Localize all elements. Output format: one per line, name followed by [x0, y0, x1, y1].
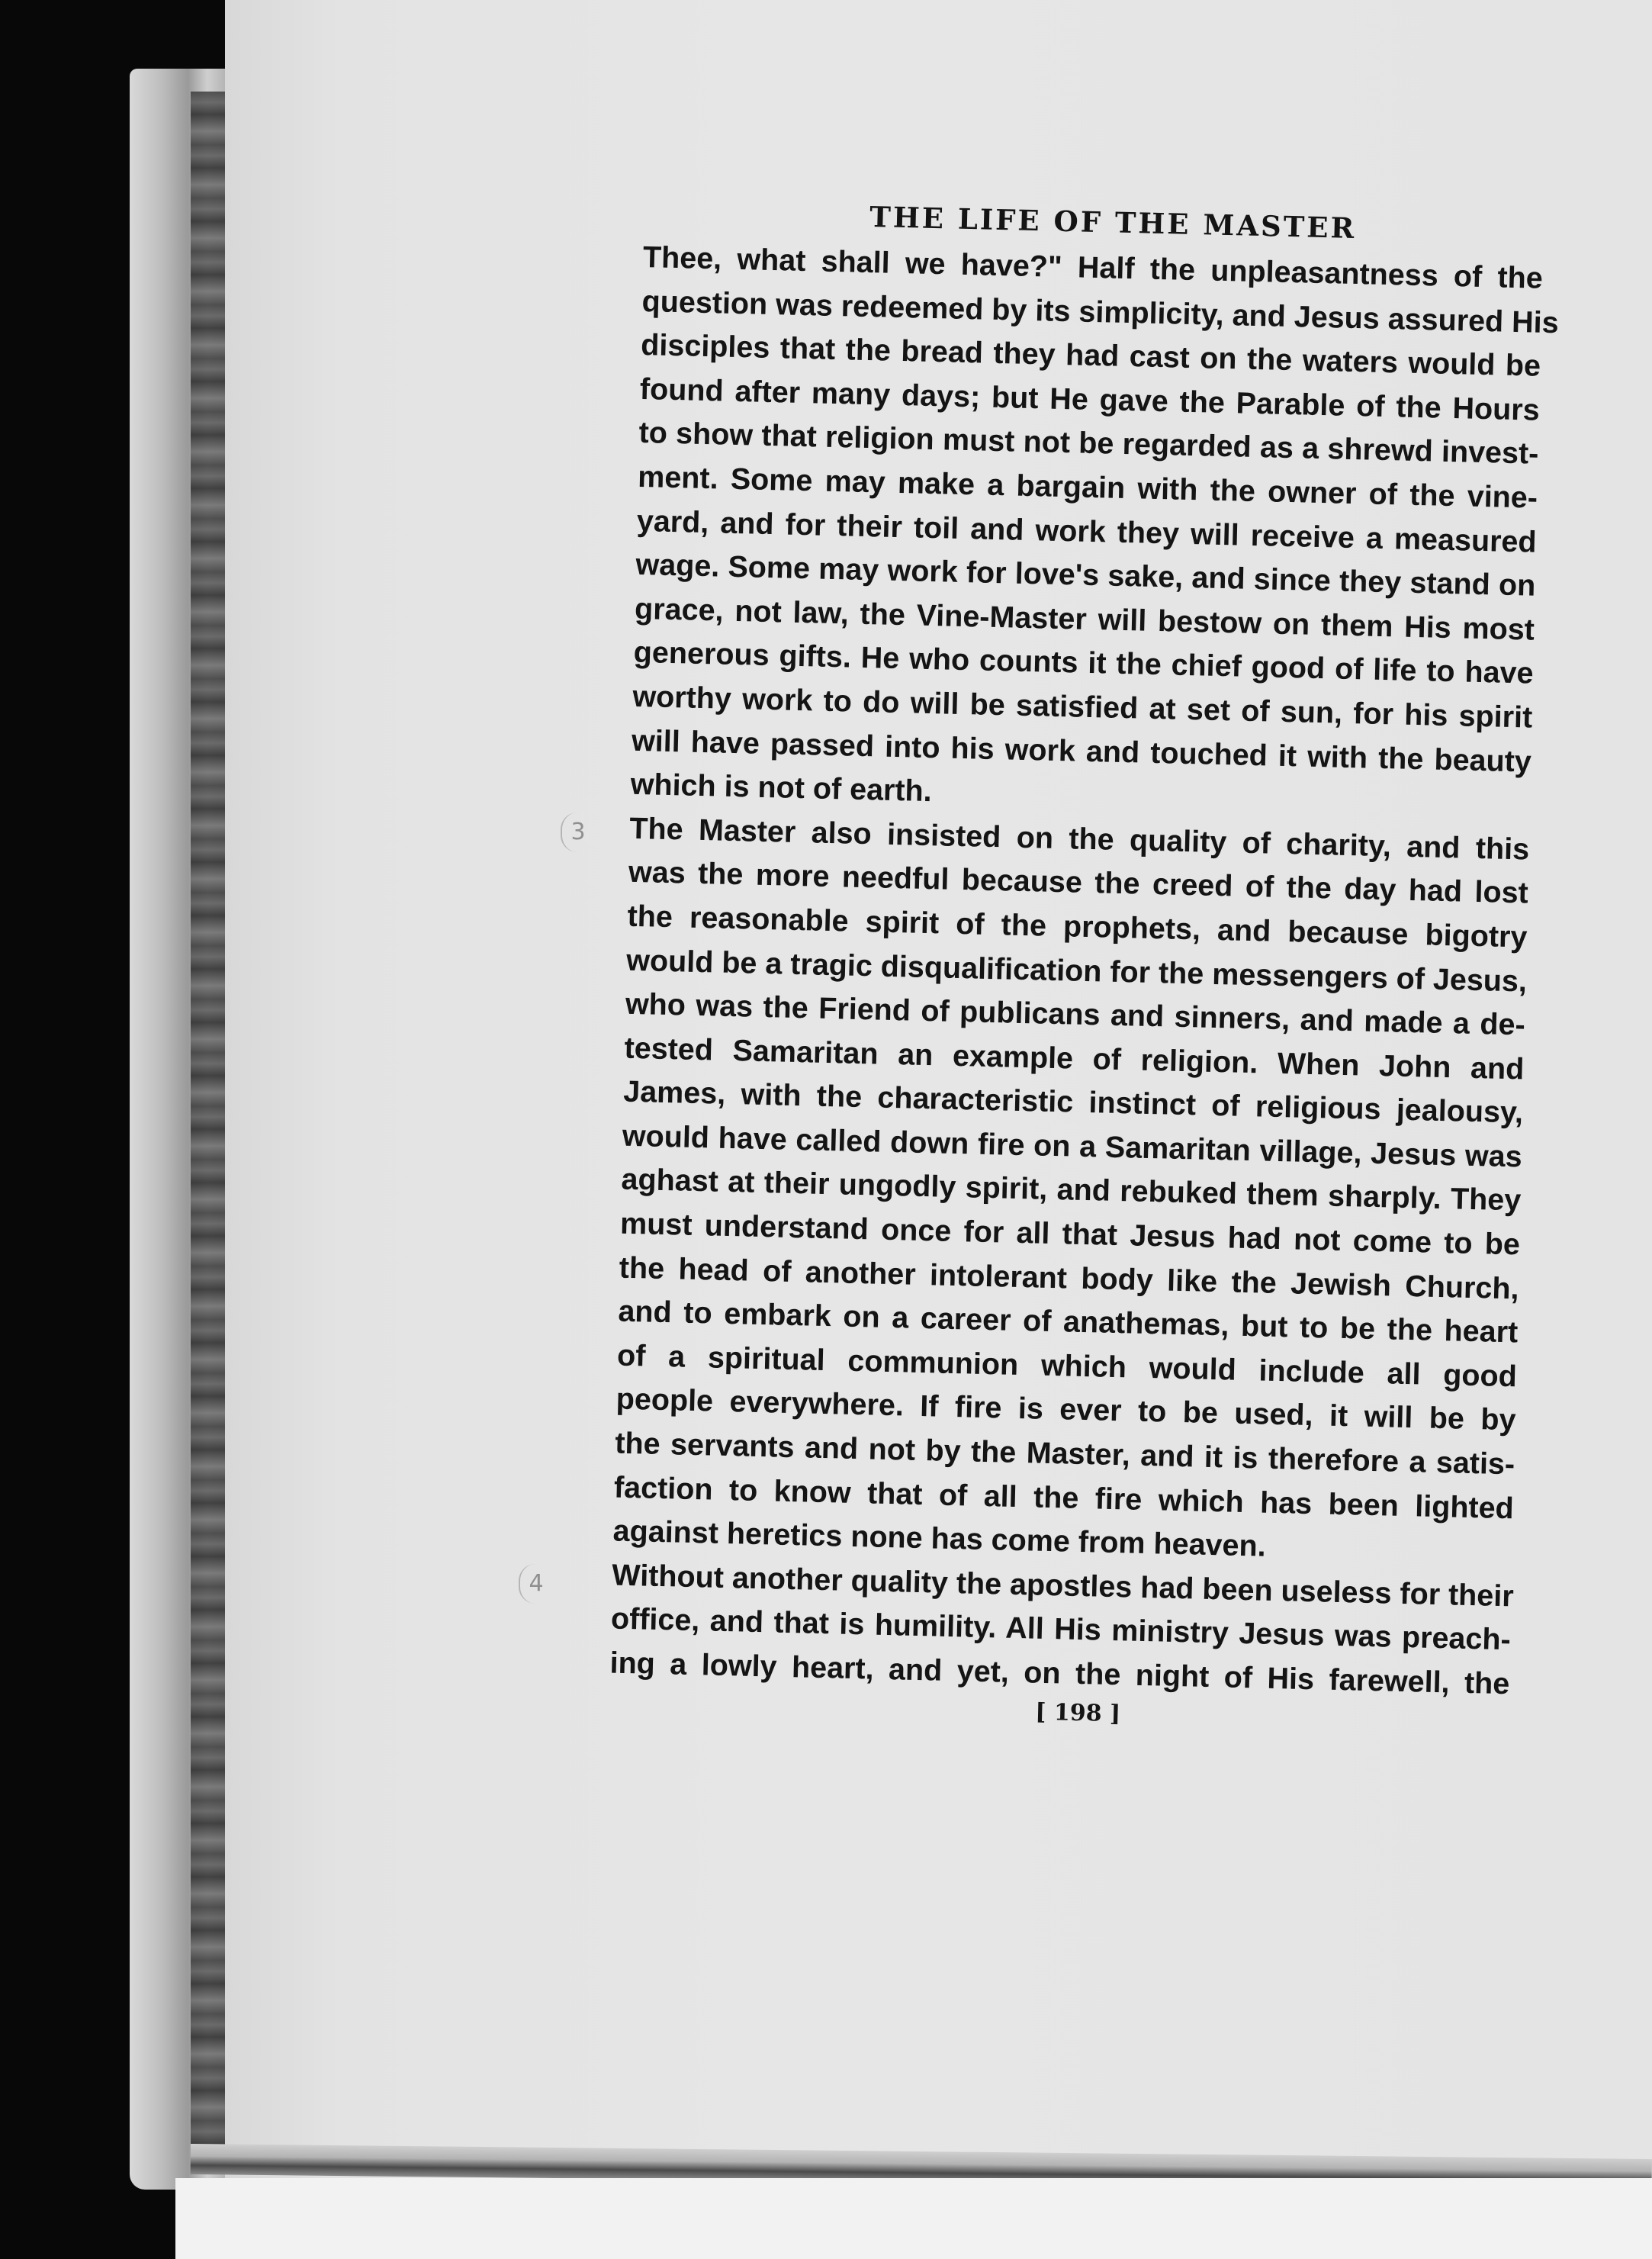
text-line: ment. Some may make a bargain with the owner of the vine- [637, 459, 1538, 515]
text-line: grace, not law, the Vine-Master will bestow on them His most [634, 591, 1535, 647]
text-line: Without another quality the apostles had been useless for their [611, 1558, 1515, 1614]
text-line: the head of another intolerant body like the Jewish Church, [619, 1250, 1520, 1306]
text-line: to show that religion must not be regarded as a shrewd invest- [638, 416, 1539, 471]
text-line: of a spiritual communion which would include all good [616, 1338, 1518, 1394]
text-line: which is not of earth. [630, 767, 933, 809]
text-line: disciples that the bread they had cast on the waters would be [640, 328, 1541, 383]
text-line: the reasonable spirit of the prophets, and because bigotry [627, 899, 1528, 954]
text-line: who was the Friend of publicans and sinners, and made a de- [625, 986, 1526, 1042]
running-head: THE LIFE OF THE MASTER [869, 199, 1357, 245]
text-line: would have called down fire on a Samaritan village, Jesus was [622, 1118, 1523, 1174]
text-line: yard, and for their toil and work they will receive a measured [636, 504, 1538, 559]
text-line: Thee, what shall we have?" Half the unpleasantness of the [642, 240, 1544, 295]
text-line: tested Samaritan an example of religion. When John and [624, 1031, 1525, 1086]
text-line: would be a tragic disqualification for the messengers of Jesus, [625, 943, 1528, 999]
text-line: ing a lowly heart, and yet, on the night of His farewell, the [609, 1646, 1510, 1701]
text-line: and to embark on a career of anathemas, but to be the heart [617, 1294, 1519, 1350]
text-line: the servants and not by the Master, and it is therefore a satis- [614, 1426, 1515, 1482]
text-line: against heretics none has come from heaven. [612, 1514, 1267, 1563]
text-line: people everywhere. If fire is ever to be used, it will be by [615, 1382, 1516, 1437]
text-block [609, 195, 1560, 1736]
text-line: question was redeemed by its simplicity, and Jesus assured His [641, 284, 1560, 339]
margin-note-3: 3 [561, 813, 594, 852]
text-line: will have passed into his work and touched it with the beauty [631, 723, 1532, 779]
text-line: found after many days; but He gave the Parable of the Hours [639, 372, 1541, 427]
text-line: must understand once for all that Jesus had not come to be [619, 1206, 1521, 1262]
text-line: wage. Some may work for love's sake, and since they stand on [635, 548, 1536, 603]
text-line: generous gifts. He who counts it the chief good of life to have [633, 636, 1535, 690]
text-line: The Master also insisted on the quality of charity, and this [628, 811, 1530, 867]
margin-note-4: 4 [519, 1564, 552, 1604]
text-line: was the more needful because the creed of the day had lost [628, 855, 1529, 910]
page-number: [ 198 ] [1034, 1698, 1121, 1727]
text-line: office, and that is humility. All His ministry Jesus was preach- [610, 1601, 1512, 1657]
text-line: worthy work to do will be satisfied at set of sun, for his spirit [632, 679, 1533, 735]
text-line: James, with the characteristic instinct of religious jealousy, [622, 1074, 1524, 1130]
text-line: aghast at their ungodly spirit, and rebuked them sharply. They [621, 1163, 1522, 1218]
text-line: faction to know that of all the fire which has been lighted [613, 1470, 1515, 1525]
scanner-bottom-margin [175, 2178, 1652, 2259]
